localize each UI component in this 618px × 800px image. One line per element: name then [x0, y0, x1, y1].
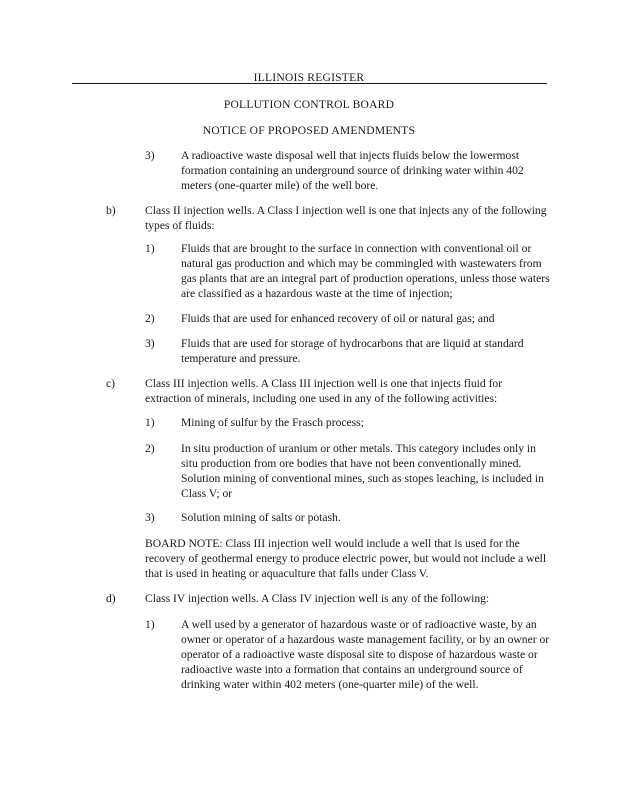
item-text: A radioactive waste disposal well that injects fluids below the lowermost formation containing an underground source of drinking water within 402 meters (one-quarter mile) of the well bore. [181, 149, 524, 192]
item-label: 2) [145, 312, 155, 325]
register-header [0, 70, 618, 85]
item-text: Fluids that are used for storage of hydrocarbons that are liquid at standard temperature and pressure. [181, 337, 524, 365]
item-label: 2) [145, 442, 155, 455]
item-label: 1) [145, 618, 155, 631]
board-note-text: BOARD NOTE: Class III injection well would include a well that is used for the recovery of geothermal energy to produce electric power, but would not include a well that is used in heating or aquaculture that falls under Class V. [145, 537, 547, 580]
register-title: ILLINOIS REGISTER [253, 71, 365, 84]
item-text: Fluids that are used for enhanced recovery of oil or natural gas; and [181, 312, 495, 325]
section-label: c) [106, 377, 116, 390]
section-text: Class II injection wells. A Class I injection well is one that injects any of the following types of fluids: [145, 204, 547, 232]
section-text: Class III injection wells. A Class III injection well is one that injects fluid for extraction of minerals, including one used in any of the following activities: [145, 377, 503, 405]
board-title: POLLUTION CONTROL BOARD [223, 98, 395, 111]
section-label: d) [106, 592, 116, 605]
notice-title: NOTICE OF PROPOSED AMENDMENTS [202, 124, 416, 137]
item-text: Fluids that are brought to the surface in connection with conventional oil or natural gas production and which may be commingled with wastewaters from gas plants that are an integral part of production operations, unless those waters are classified as a hazardous waste at the time of injection; [181, 242, 550, 300]
item-text: Solution mining of salts or potash. [181, 511, 341, 524]
item-label: 3) [145, 337, 155, 350]
item-label: 3) [145, 149, 155, 162]
section-label: b) [106, 204, 116, 217]
item-label: 3) [145, 511, 155, 524]
item-label: 1) [145, 416, 155, 429]
item-label: 1) [145, 242, 155, 255]
item-text: Mining of sulfur by the Frasch process; [181, 416, 364, 429]
section-text: Class IV injection wells. A Class IV injection well is any of the following: [145, 592, 490, 605]
item-text: In situ production of uranium or other metals. This category includes only in situ production from ore bodies that have not been conventionally mined. Solution mining of conventional mines, such as stopes leaching, is included in Class V; or [181, 442, 544, 500]
item-text: A well used by a generator of hazardous waste or of radioactive waste, by an owner or operator of a hazardous waste management facility, or by an owner or operator of a radioactive waste disposal site to dispose of hazardous waste or radioactive waste into a formation that contains an underground source of drinking water within 402 meters (one-quarter mile) of the well. [181, 618, 550, 691]
